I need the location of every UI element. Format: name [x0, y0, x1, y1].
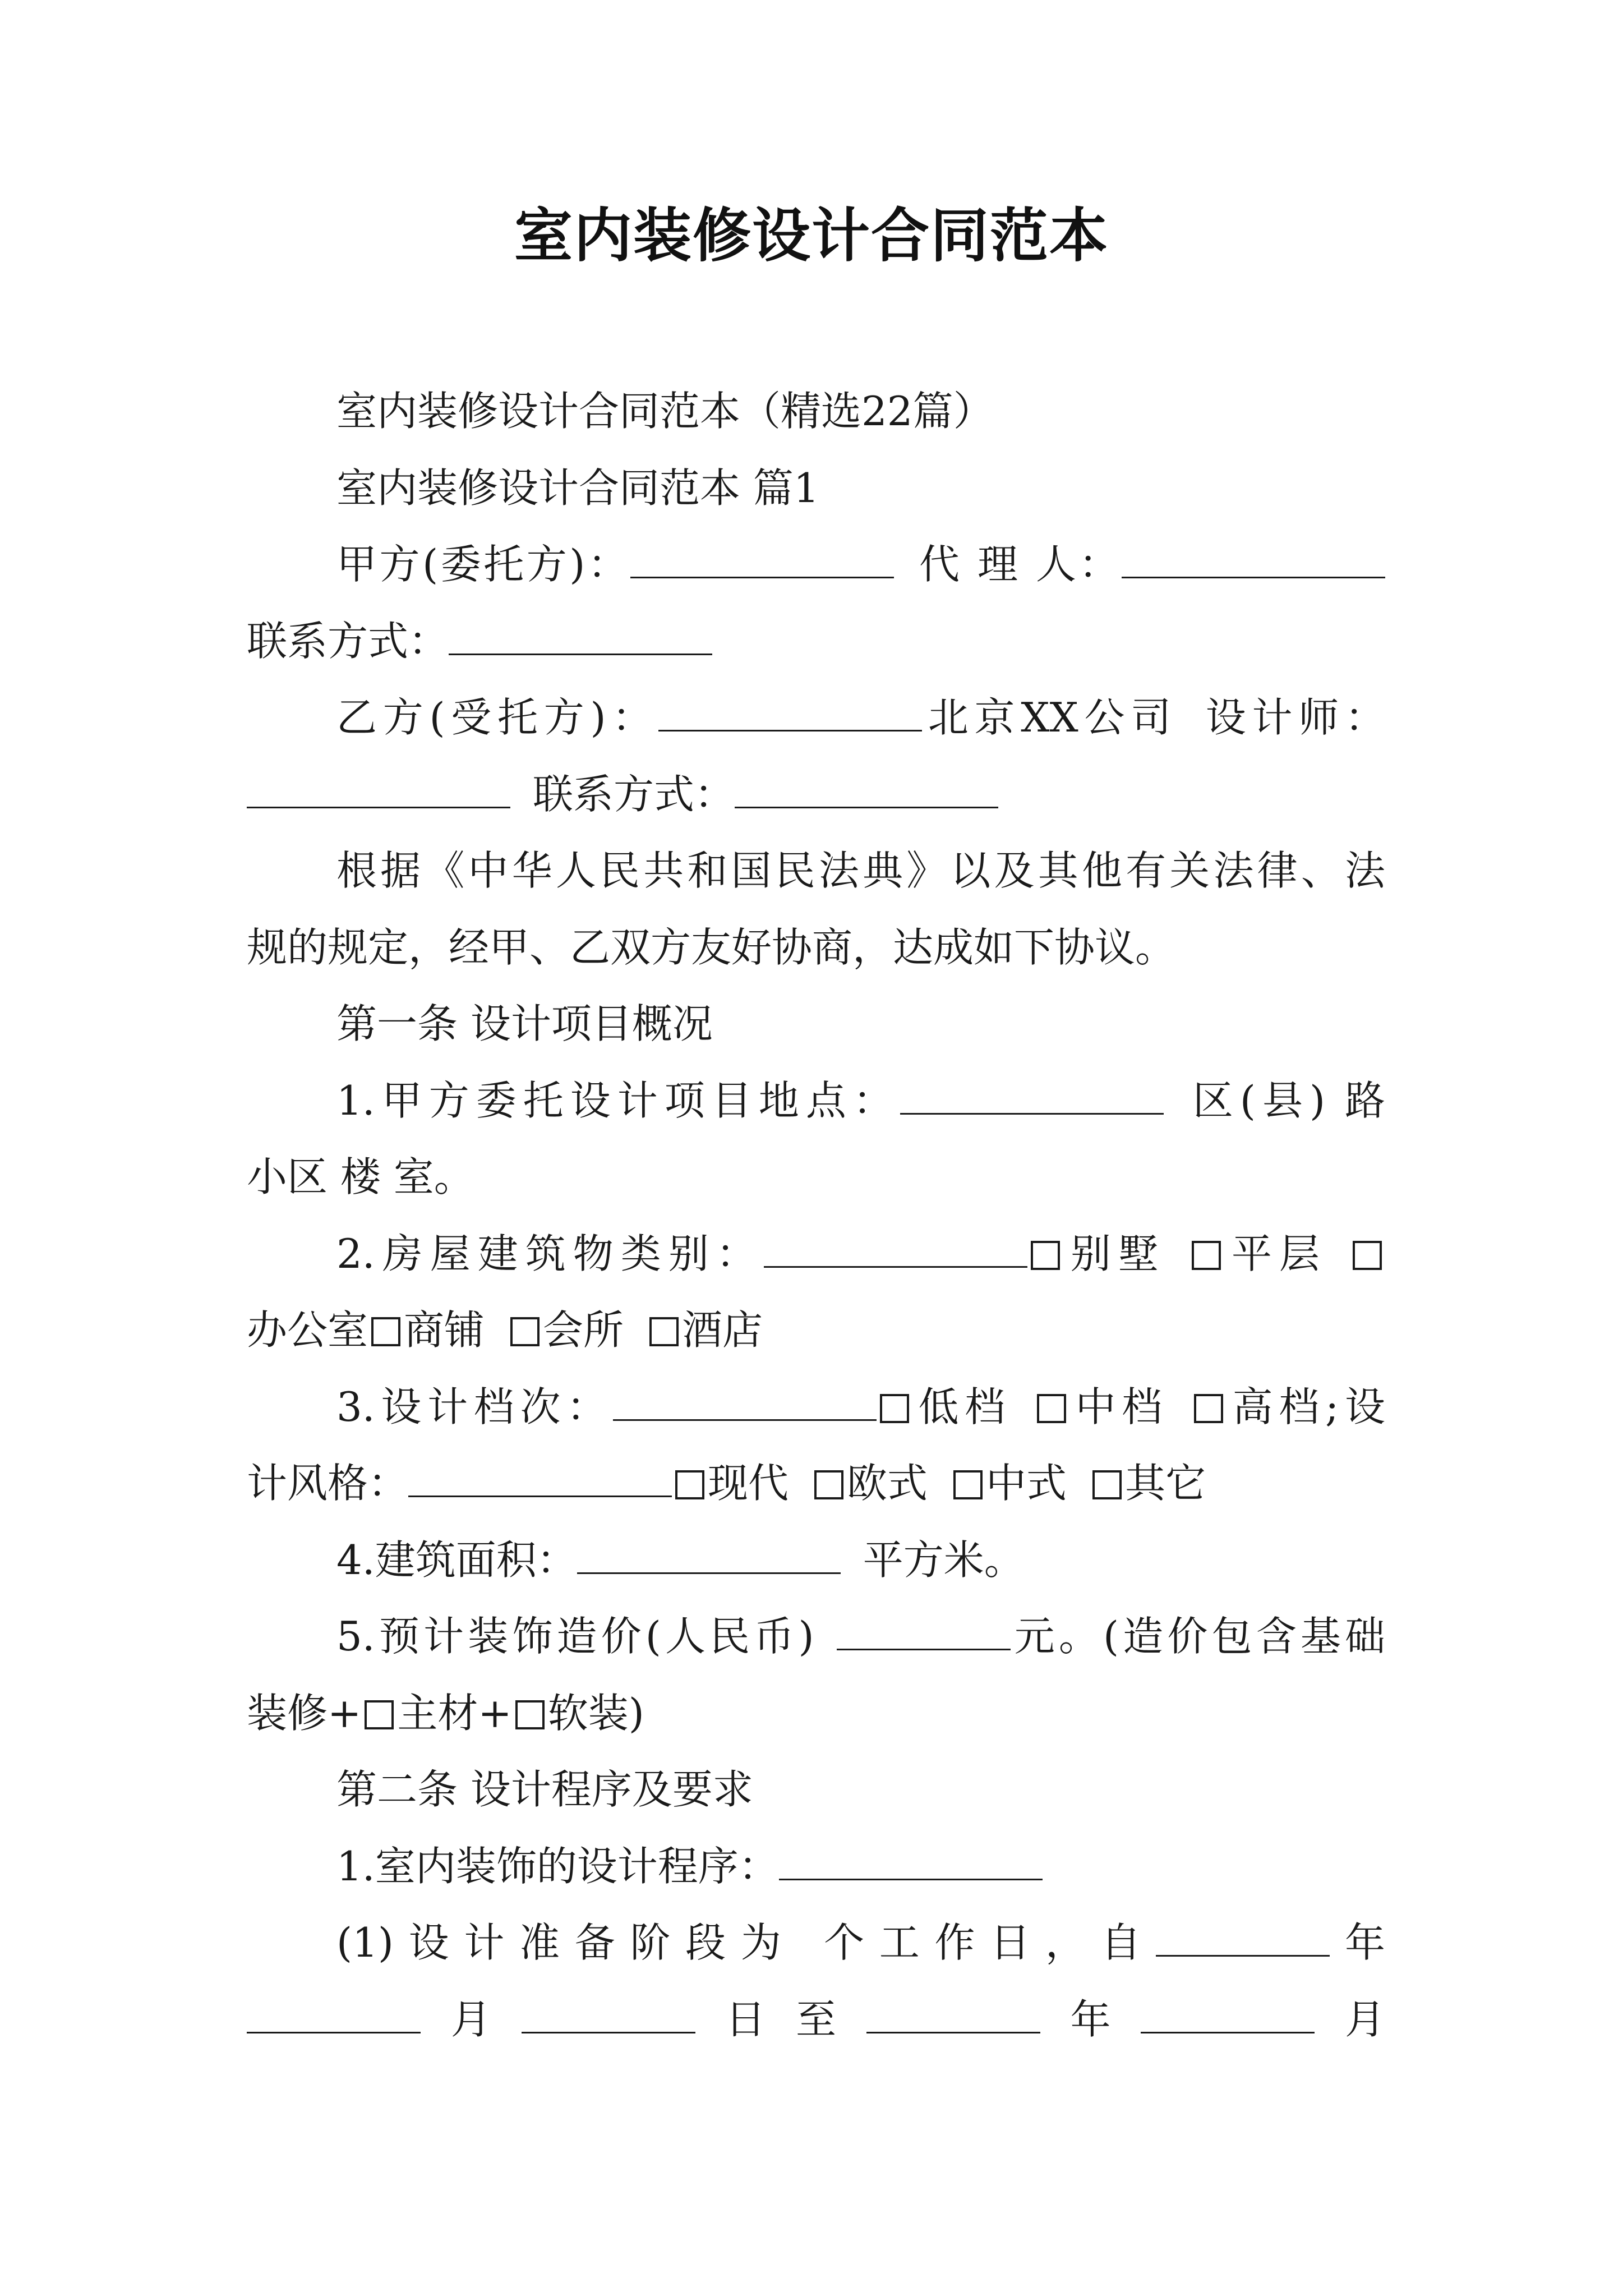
item4-unit: 平方米。 [863, 1536, 1025, 1584]
opt-low: 低档 [912, 1383, 1011, 1430]
checkbox-low[interactable] [880, 1394, 909, 1423]
party-a-label: 甲方(委托方)： [336, 541, 631, 588]
item1-label: 1.甲方委托设计项目地点： [336, 1076, 900, 1124]
party-a-line [247, 526, 1385, 603]
party-b-blank[interactable] [658, 698, 922, 731]
agent-label: 代 理 人： [916, 541, 1122, 588]
article2-heading: 第二条 设计程序及要求 [336, 1766, 753, 1813]
checkbox-soft-furnishing[interactable] [515, 1700, 545, 1729]
article1-item5-line [247, 1598, 1385, 1675]
party-b-contact-blank[interactable] [735, 775, 998, 808]
opt-shop: 商铺 [404, 1306, 485, 1354]
party-b-line [247, 679, 1385, 756]
end-month-blank[interactable] [1141, 2000, 1315, 2033]
item5-soft: 软装) [547, 1689, 644, 1737]
checkbox-villa[interactable] [1031, 1241, 1060, 1270]
opt-mid: 中档 [1069, 1383, 1168, 1430]
document-title: 室内装修设计合同范本 [514, 201, 1109, 270]
agent-blank[interactable] [1122, 545, 1385, 578]
opt-flat: 平层 [1224, 1230, 1327, 1277]
preamble-line-1: 根据《中华人民共和国民法典》以及其他有关法律、法 [336, 847, 1385, 894]
item3-label: 3.设计档次： [336, 1383, 613, 1430]
checkbox-shop[interactable] [371, 1317, 400, 1346]
checkbox-modern[interactable] [675, 1470, 704, 1499]
opt-chinese: 中式 [986, 1460, 1067, 1507]
article1-item3-line [247, 1369, 1385, 1446]
article1-item1-line [247, 1062, 1385, 1139]
article2-step1-line [247, 1904, 1385, 1981]
checkbox-club[interactable] [510, 1317, 540, 1346]
party-b-company: 北京XX公司 [922, 694, 1178, 741]
start-month-blank[interactable] [247, 2000, 421, 2033]
procedure-blank[interactable] [779, 1847, 1043, 1880]
opt-villa: 别墅 [1063, 1230, 1166, 1277]
party-b-label: 乙方(受托方)： [336, 694, 659, 741]
start-year-blank[interactable] [1156, 1924, 1330, 1957]
checkbox-flat[interactable] [1192, 1241, 1221, 1270]
party-a-blank[interactable] [630, 545, 894, 578]
article1-item2-line2 [247, 1292, 1385, 1369]
item1-tail: 区(县) 路 [1186, 1076, 1385, 1124]
article1-item3-line2 [247, 1445, 1385, 1522]
area-blank[interactable] [577, 1541, 841, 1574]
article1-item4-line [247, 1522, 1385, 1599]
part-heading: 室内装修设计合同范本 篇1 [336, 464, 819, 512]
opt-high: 高档;设 [1226, 1383, 1385, 1430]
article2-item1-label: 1.室内装饰的设计程序： [336, 1842, 779, 1890]
party-b-contact-line [247, 756, 1385, 833]
article1-heading: 第一条 设计项目概况 [336, 1000, 713, 1047]
checkbox-high[interactable] [1194, 1394, 1223, 1423]
checkbox-other[interactable] [1092, 1470, 1122, 1499]
party-a-contact-label: 联系方式： [247, 617, 449, 665]
party-a-contact-line [247, 603, 1385, 680]
checkbox-hotel[interactable] [649, 1317, 679, 1346]
party-a-contact-blank[interactable] [449, 622, 712, 655]
checkbox-office[interactable] [1353, 1241, 1382, 1270]
opt-hotel: 酒店 [682, 1306, 763, 1354]
checkbox-chinese[interactable] [953, 1470, 983, 1499]
opt-european: 欧式 [847, 1460, 928, 1507]
designer-blank[interactable] [247, 775, 510, 808]
end-year-label: 年 [1040, 1995, 1141, 2043]
opt-modern: 现代 [708, 1460, 789, 1507]
cost-blank[interactable] [837, 1617, 1011, 1650]
article1-item5-line2 [247, 1675, 1385, 1752]
start-month-label: 月 [421, 1995, 522, 2043]
article2-step1-line2 [247, 1981, 1385, 2058]
end-year-blank[interactable] [866, 2000, 1040, 2033]
style-blank[interactable] [408, 1464, 672, 1497]
item5-label: 5.预计装饰造价(人民币) [336, 1613, 814, 1660]
opt-club: 会所 [543, 1306, 624, 1354]
item5-tail: 元。(造价包含基础 [1010, 1613, 1385, 1660]
designer-label: 设计师： [1200, 694, 1385, 741]
start-day-blank[interactable] [522, 2000, 695, 2033]
checkbox-european[interactable] [814, 1470, 843, 1499]
start-year-label: 年 [1330, 1919, 1385, 1966]
preamble-line-2: 规的规定，经甲、乙双方友好协商，达成如下协议。 [247, 923, 1176, 971]
item4-label: 4.建筑面积： [336, 1536, 577, 1584]
item5-main: 主材+ [397, 1689, 512, 1737]
checkbox-mid[interactable] [1037, 1394, 1066, 1423]
opt-office: 办公室 [247, 1306, 368, 1354]
document-body [247, 373, 1385, 2058]
step1-text: (1)设计准备阶段为 个工作日，自 [336, 1919, 1156, 1966]
style-label: 计风格： [247, 1460, 409, 1507]
item1-location-blank[interactable] [900, 1082, 1164, 1115]
opt-other: 其它 [1125, 1460, 1206, 1507]
item5-base: 装修+ [247, 1689, 362, 1737]
article2-item1-line [247, 1828, 1385, 1905]
item2-blank[interactable] [764, 1235, 1027, 1268]
subtitle-paragraph: 室内装修设计合同范本（精选22篇） [336, 388, 994, 435]
article1-item1-line2: 小区 楼 室。 [247, 1153, 474, 1200]
item2-label: 2.房屋建筑物类别： [336, 1230, 764, 1277]
day-to-label: 日至 [695, 1995, 866, 2043]
checkbox-main-material[interactable] [365, 1700, 394, 1729]
party-b-contact-label: 联系方式： [533, 770, 735, 818]
end-month-label: 月 [1315, 1995, 1385, 2043]
article1-item2-line [247, 1216, 1385, 1292]
item3-blank[interactable] [613, 1388, 877, 1421]
